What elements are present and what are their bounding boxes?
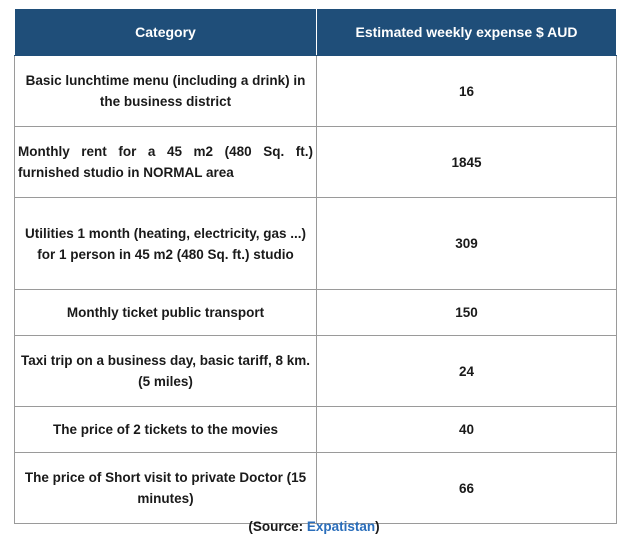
- row-category: Utilities 1 month (heating, electricity, gas ...) for 1 person in 45 m2 (480 Sq. ft.) studio: [15, 198, 317, 290]
- table-row: [15, 56, 617, 127]
- expense-table: [14, 8, 617, 524]
- row-value: 16: [317, 56, 617, 127]
- source-link[interactable]: Expatistan: [306, 519, 376, 534]
- table-row: [15, 290, 617, 336]
- table-header-row: [15, 9, 617, 56]
- header-expense: Estimated weekly expense $ AUD: [317, 9, 617, 56]
- row-value: 1845: [317, 127, 617, 198]
- table-row: [15, 336, 617, 407]
- source-suffix: ): [375, 519, 380, 534]
- row-category: The price of Short visit to private Doctor (15 minutes): [15, 453, 317, 524]
- row-value: 66: [317, 453, 617, 524]
- row-category: The price of 2 tickets to the movies: [15, 407, 317, 453]
- row-value: 40: [317, 407, 617, 453]
- row-value: 150: [317, 290, 617, 336]
- row-category: Basic lunchtime menu (including a drink) in the business district: [15, 56, 317, 127]
- row-category: Taxi trip on a business day, basic tariff, 8 km. (5 miles): [15, 336, 317, 407]
- header-category: Category: [15, 9, 317, 56]
- table-row: [15, 127, 617, 198]
- row-category: Monthly ticket public transport: [15, 290, 317, 336]
- expense-table-container: [14, 8, 616, 524]
- row-value: 24: [317, 336, 617, 407]
- source-prefix: (Source:: [248, 519, 307, 534]
- table-row: [15, 453, 617, 524]
- row-category: Monthly rent for a 45 m2 (480 Sq. ft.) furnished studio in NORMAL area: [15, 127, 317, 198]
- row-value: 309: [317, 198, 617, 290]
- table-row: [15, 198, 617, 290]
- source-caption: [0, 519, 628, 534]
- table-row: [15, 407, 617, 453]
